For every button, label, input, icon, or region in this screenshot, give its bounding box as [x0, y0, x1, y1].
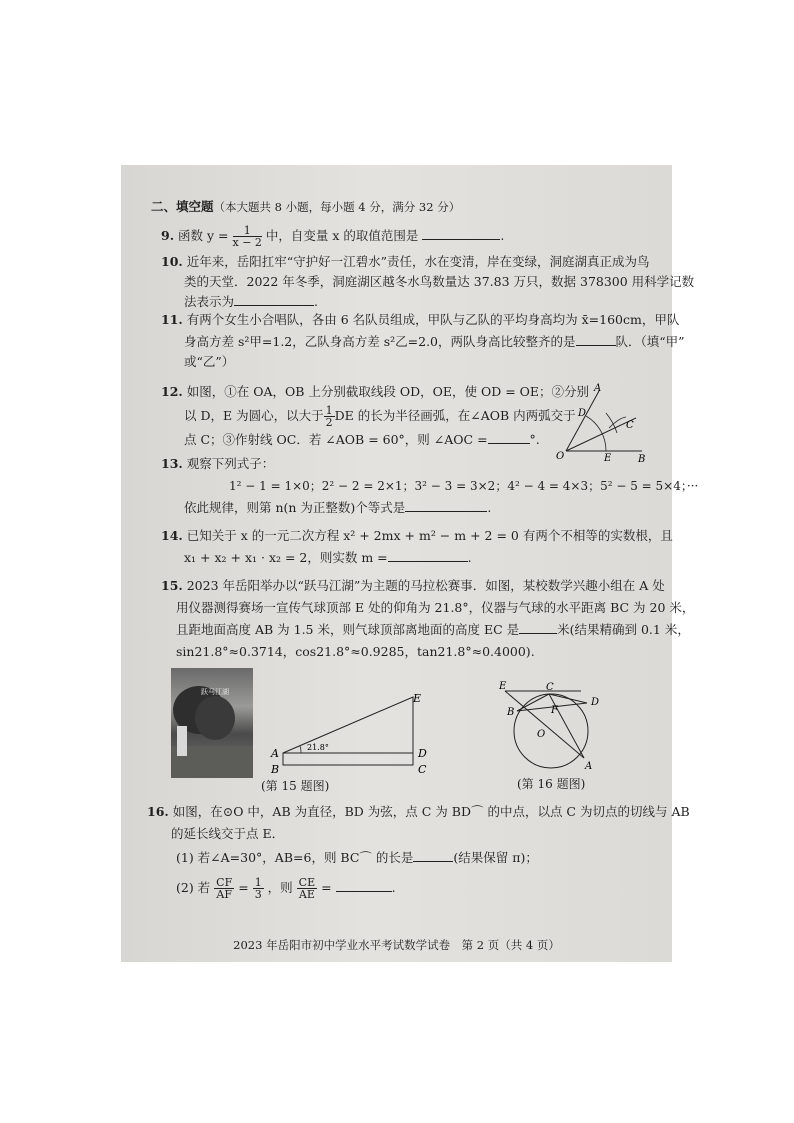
question-number: 13.	[161, 456, 183, 471]
q12-line2b: DE 的长为半径画弧，在∠AOB 内两弧交于	[334, 408, 576, 423]
label-A: A	[585, 761, 593, 772]
q12-line2a: 以 D，E 为圆心，以大于	[184, 408, 324, 423]
question-number: 15.	[161, 578, 183, 593]
figure-15	[263, 687, 453, 782]
q12-fraction: $\frac{1}{2}$	[325, 404, 333, 429]
q13-line2: 1² − 1 = 1×0；2² − 2 = 2×1；3² − 3 = 3×2；4² − 4 = 4×3；5² − 5 = 5×4；···	[229, 479, 699, 493]
answer-blank	[413, 849, 453, 862]
q16-line1: 如图，在⊙O 中，AB 为直径，BD 为弦，点 C 为 BD⌒ 的中点，以点 C 为切点的切线与 AB	[172, 804, 690, 819]
answer-blank	[422, 227, 500, 240]
q15-line3a: 且距地面高度 AB 为 1.5 米，则气球顶部离地面的高度 EC 是	[176, 622, 520, 637]
page-footer: 2023 年岳阳市初中学业水平考试数学试卷 第 2 页（共 4 页）	[233, 938, 560, 952]
question-number: 9.	[161, 228, 175, 243]
q11-line3: 或“乙”）	[184, 354, 235, 369]
q9-text: 函数 y =	[178, 228, 229, 243]
q16-line2: 的延长线交于点 E．	[171, 826, 285, 841]
q14-line1: 已知关于 x 的一元二次方程 x² + 2mx + m² − m + 2 = 0 有两个不相等的实数根，且	[186, 528, 673, 543]
label-F: F	[551, 705, 558, 716]
label-E: E	[413, 692, 422, 705]
q12-line3: 点 C；③作射线 OC．若 ∠AOB = 60°，则 ∠AOC =	[184, 432, 488, 447]
label-O: O	[556, 451, 565, 462]
q12-line1: 如图，①在 OA，OB 上分别截取线段 OD，OE，使 OD = OE；②分别	[186, 384, 590, 399]
photo-label: 跃马江湖	[201, 688, 229, 696]
q15-line4: sin21.8°≈0.3714，cos21.8°≈0.9285，tan21.8°≈0.4000).	[176, 644, 535, 659]
question-number: 12.	[161, 384, 183, 399]
q15-line1: 2023 年岳阳举办以“跃马江湖”为主题的马拉松赛事．如图，某校数学兴趣小组在 A 处	[186, 578, 665, 593]
answer-blank	[405, 499, 487, 512]
label-C: C	[418, 763, 427, 776]
question-number: 14.	[161, 528, 183, 543]
label-A: A	[271, 747, 279, 760]
label-D: D	[418, 747, 427, 760]
figure-16	[499, 681, 609, 773]
question-number: 11.	[161, 312, 183, 327]
question-number: 16.	[147, 804, 169, 819]
answer-blank	[519, 621, 557, 634]
section-header	[151, 198, 460, 216]
q13-line1: 观察下列式子：	[186, 456, 275, 471]
q11-line2b: 队．（填“甲”	[615, 334, 685, 349]
q10-line3: 法表示为	[184, 294, 235, 309]
answer-blank	[336, 879, 392, 892]
answer-blank	[234, 293, 314, 306]
label-B: B	[271, 763, 280, 776]
q16-part1: (1) 若∠A=30°，AB=6，则 BC⌒ 的长是	[176, 850, 414, 865]
q16-part2: (2) 若	[176, 880, 211, 895]
answer-blank	[576, 333, 616, 346]
figure-15-caption: (第 15 题图)	[261, 779, 330, 793]
q10-line1: 近年来，岳阳扛牢“守护好一江碧水”责任，水在变清，岸在变绿，洞庭湖真正成为鸟	[186, 254, 650, 269]
question-number: 10.	[161, 254, 183, 269]
label-O: O	[537, 729, 546, 740]
q9-fraction: $\frac{1}{x - 2}$	[232, 224, 262, 249]
q10-line2: 类的天堂．2022 年冬季，洞庭湖区越冬水鸟数量达 37.83 万只，数据 378300 用科学记数	[184, 274, 695, 289]
label-D: D	[578, 408, 587, 419]
q15-line2: 用仪器测得赛场一宣传气球顶部 E 处的仰角为 21.8°，仪器与气球的水平距离 BC 为 20 米，	[176, 600, 695, 615]
q11-line1: 有两个女生小合唱队，各由 6 名队员组成，甲队与乙队的平均身高均为 x̄=160cm，甲队	[186, 312, 680, 327]
answer-blank	[488, 431, 530, 444]
label-D: D	[591, 697, 600, 708]
exam-page: 二、填空题（本大题共 8 小题，每小题 4 分，满分 32 分） 9. 函数 y = $\frac{1}{x - 2}$ 中，自变量 x 的取值范围是 . 10. 近年来，岳阳扛牢“守护好一江碧水”责任，水在变清，岸在变绿，洞庭湖真正成为鸟 类的天堂．2022 年冬季，洞庭湖区越冬水鸟数量达 37.83 万只，数据 378300 用科学记数 法表示为 . 11. 有两个女生小合唱队，各由 6 名队员组成，甲队与乙队的平均身高均为 x̄=160cm，甲队 身高方差 s²甲=1.2，乙队身高方差 s²乙=2.0，两队身高比较整齐的是 队．（填“甲” 或“乙”） 12. 如图，①在 OA，OB 上分别截取线段 OD，OE，使 OD = OE；②分别 以 D，E 为圆心，以大于 $\frac{1}{2}$ DE 的长为半径画弧，在∠AOB 内两弧交于 点 C；③作射线 OC．若 ∠AOB = 60°，则 ∠AOC = °. A D C O E B 13. 观察下列式子： 1² − 1 = 1×0；2² − 2 = 2×1；3² − 3 = 3×2；4² − 4 = 4×3；5² − 5 = 5×4；··· 依此规律，则第 n(n 为正整数)个等式是 . 14. 已知关于 x 的一元二次方程 x² + 2mx + m² − m + 2 = 0 有两个不相等的实数根，且 x₁ + x₂ + x₁ · x₂ = 2，则实数 m = . 15. 2023 年岳阳举办以“跃马江湖”为主题的马拉松赛事．如图，某校数学兴趣小组在 A 处 用仪器测得赛场一宣传气球顶部 E 处的仰角为 21.8°，仪器与气球的水平距离 BC 为 20 米， 且距地面高度 AB 为 1.5 米，则气球顶部离地面的高度 EC 是 米(结果精确到 0.1 米， sin21.8°≈0.3714，cos21.8°≈0.9285，tan21.8°≈0.4000). 跃马江湖 21.8° A B D C E (第 15 题图) E C B D F O A (第 16 题图) 16. 如图，在⊙O 中，AB 为直径，BD 为弦，点 C 为 BD⌒ 的中点，以点 C 为切点的切线与 AB 的延长线交于点 E． (1) 若∠A=30°，AB=6，则 BC⌒ 的长是 (结果保留 π)； (2) 若 $\frac{CF}{AF}$ = $\frac{1}{3}$ ，则 $\frac{CE}{AE}$ = . 2023 年岳阳市初中学业水平考试数学试卷 第 2 页（共 4 页）	[121, 165, 672, 962]
figure-16-caption: (第 16 题图)	[517, 777, 586, 791]
label-A: A	[594, 383, 602, 394]
label-B: B	[638, 454, 646, 465]
label-E: E	[604, 453, 612, 464]
q9-text-2: 中，自变量 x 的取值范围是	[265, 228, 419, 243]
q16-part1b: (结果保留 π)；	[453, 850, 538, 865]
balloon-photo	[171, 668, 253, 778]
figure-12	[554, 383, 649, 463]
label-C: C	[626, 420, 634, 431]
q11-line2: 身高方差 s²甲=1.2，乙队身高方差 s²乙=2.0，两队身高比较整齐的是	[184, 334, 576, 349]
q15-line3b: 米(结果精确到 0.1 米，	[557, 622, 690, 637]
section-title: 二、填空题	[151, 199, 214, 214]
label-C: C	[546, 682, 554, 693]
q14-line2: x₁ + x₂ + x₁ · x₂ = 2，则实数 m =	[184, 550, 388, 565]
label-B: B	[507, 707, 515, 718]
answer-blank	[388, 549, 468, 562]
q13-line3: 依此规律，则第 n(n 为正整数)个等式是	[184, 500, 406, 515]
section-note: （本大题共 8 小题，每小题 4 分，满分 32 分）	[213, 200, 461, 214]
angle-label: 21.8°	[307, 743, 329, 752]
label-E: E	[499, 681, 507, 692]
